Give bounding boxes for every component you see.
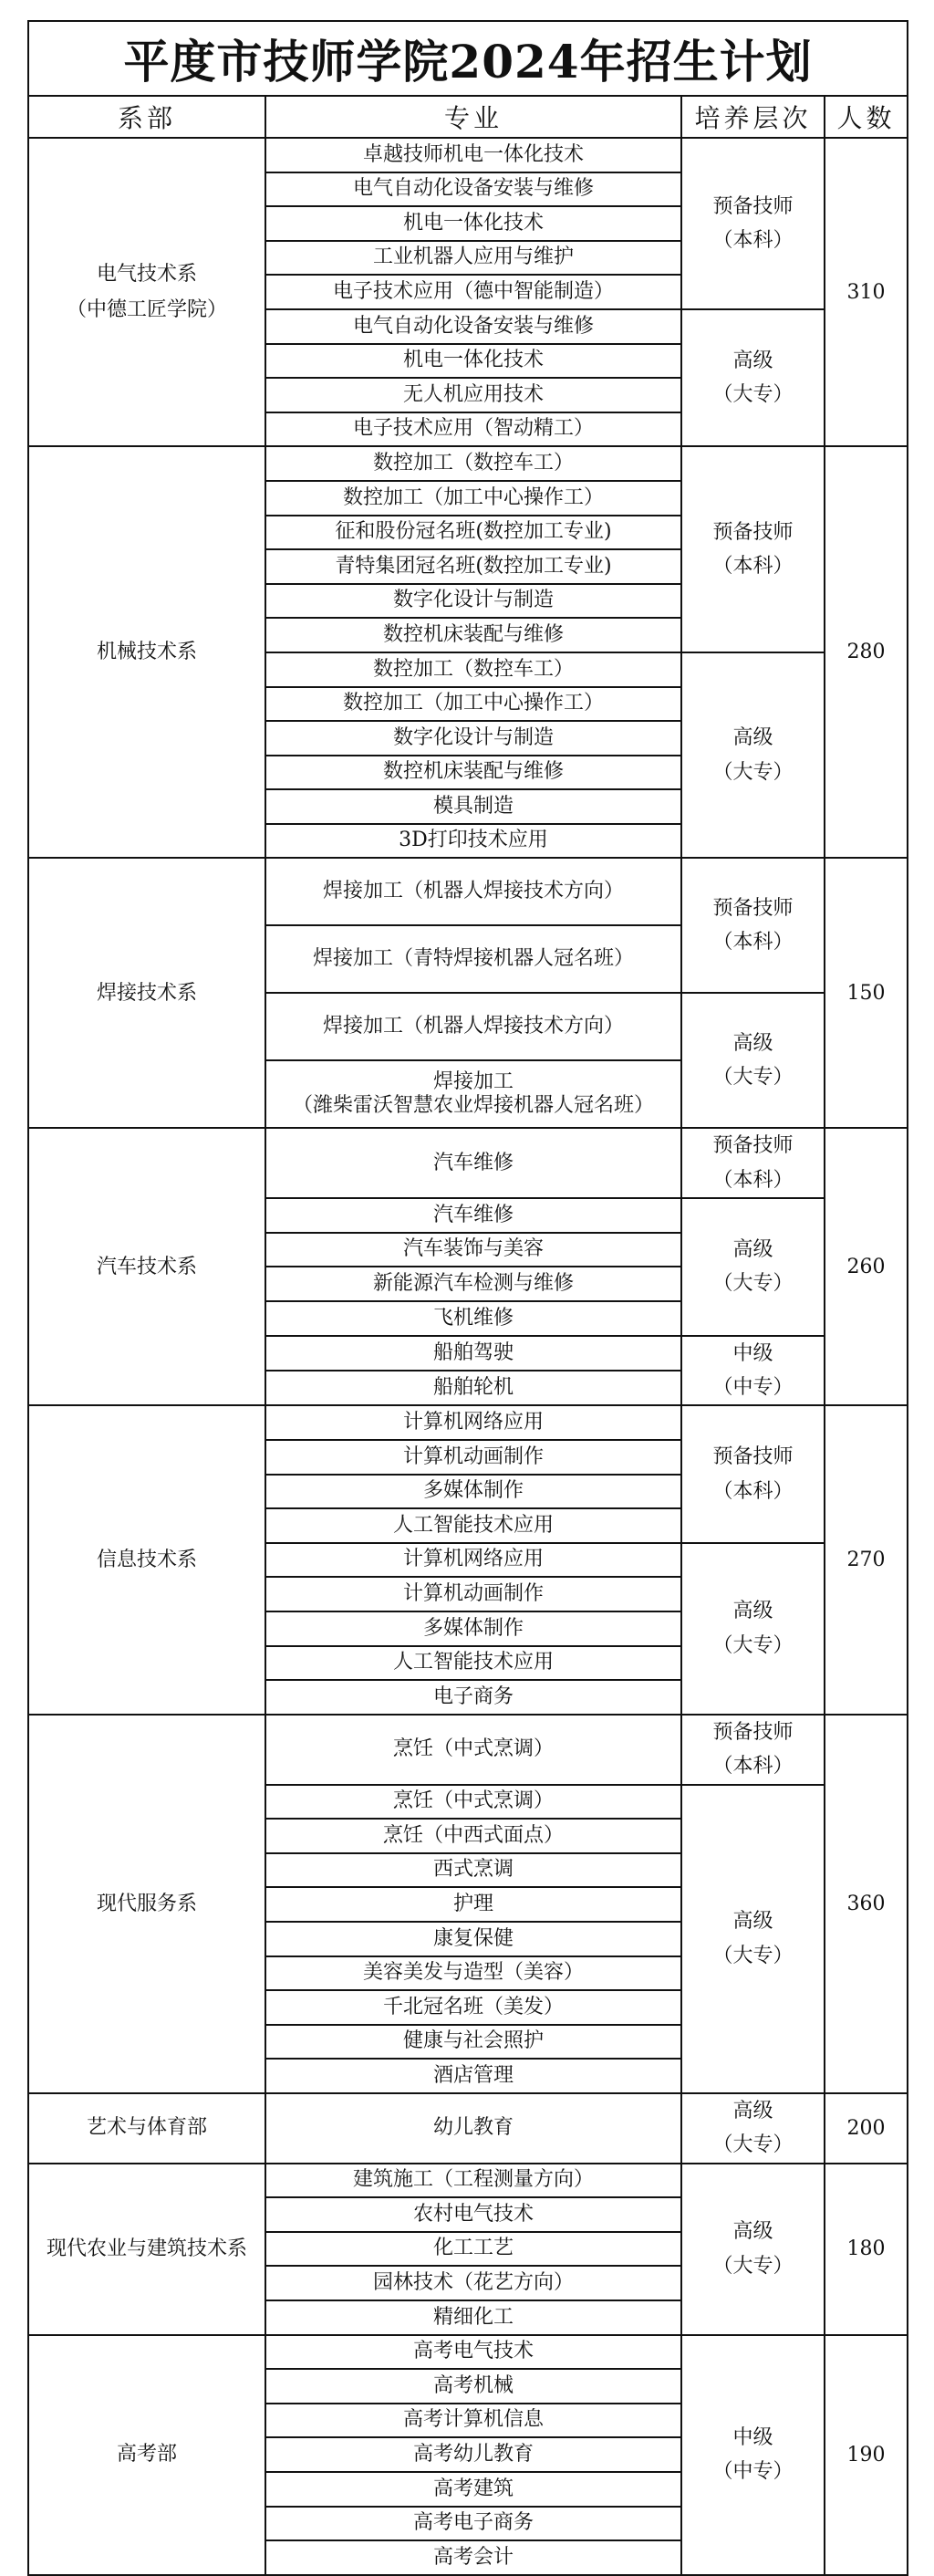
major-name: 船舶驾驶 — [432, 1340, 514, 1364]
header-count: 人数 — [825, 96, 908, 138]
department-name: 机械技术系 — [96, 641, 197, 664]
major-cell — [265, 446, 681, 481]
level-cell — [681, 1543, 825, 1715]
major-cell — [265, 824, 681, 859]
major-name: 多媒体制作 — [422, 1479, 524, 1503]
level-cell — [681, 2335, 825, 2575]
major-name: 3D打印技术应用 — [399, 829, 548, 852]
level-name: 预备技师 — [712, 897, 794, 921]
level-name: 预备技师 — [712, 1134, 794, 1158]
header-level: 培养层次 — [681, 96, 825, 138]
major-cell — [265, 412, 681, 447]
major-cell — [265, 1371, 681, 1405]
major-cell — [265, 1233, 681, 1267]
department-cell — [28, 446, 265, 858]
major-name: 汽车装饰与美容 — [402, 1237, 544, 1261]
level-subname: （中专） — [712, 1376, 794, 1400]
level-subname: （本科） — [712, 1479, 794, 1503]
major-cell — [265, 172, 681, 207]
major-name: 农村电气技术 — [412, 2202, 534, 2226]
major-name: 电子技术应用（德中智能制造） — [332, 279, 614, 303]
department-cell — [28, 1715, 265, 2093]
level-subname: （大专） — [712, 1272, 794, 1296]
major-cell — [265, 1819, 681, 1853]
major-name: 高考会计 — [432, 2545, 514, 2569]
major-name: 机电一体化技术 — [402, 349, 544, 372]
major-cell — [265, 481, 681, 516]
major-name: 机电一体化技术 — [402, 211, 544, 235]
department-name: 汽车技术系 — [96, 1255, 197, 1278]
major-name: 飞机维修 — [432, 1306, 514, 1330]
level-subname: （本科） — [712, 1755, 794, 1778]
level-cell — [681, 1715, 825, 1785]
level-subname: （本科） — [712, 555, 794, 579]
major-cell — [265, 2025, 681, 2060]
major-cell — [265, 1577, 681, 1611]
major-name: 数控机床装配与维修 — [382, 760, 564, 784]
major-cell — [265, 138, 681, 172]
major-name: 无人机应用技术 — [402, 382, 544, 406]
department-subname: （中德工匠学院） — [66, 298, 227, 322]
level-cell — [681, 858, 825, 993]
department-name: 电气技术系 — [96, 262, 197, 286]
level-subname: （中专） — [712, 2460, 794, 2484]
table-row — [28, 1405, 908, 1440]
major-cell — [265, 2266, 681, 2300]
major-cell — [265, 789, 681, 824]
table-row — [28, 1128, 908, 1198]
count-cell: 260 — [825, 1128, 908, 1405]
major-cell — [265, 1475, 681, 1509]
major-cell — [265, 1128, 681, 1198]
level-name: 预备技师 — [712, 194, 794, 218]
major-name: 电子商务 — [432, 1684, 514, 1708]
major-cell — [265, 2404, 681, 2438]
department-cell — [28, 2164, 265, 2335]
major-name: 化工工艺 — [432, 2237, 514, 2260]
major-cell — [265, 1543, 681, 1578]
major-cell — [265, 584, 681, 619]
major-name: 焊接加工（青特焊接机器人冠名班） — [312, 947, 634, 971]
level-name: 中级 — [732, 1341, 773, 1365]
major-name: 焊接加工（机器人焊接技术方向） — [322, 1015, 624, 1038]
major-cell — [265, 2472, 681, 2507]
major-cell — [265, 1336, 681, 1371]
level-cell — [681, 2093, 825, 2164]
department-cell — [28, 1128, 265, 1405]
major-name: 高考计算机信息 — [402, 2408, 544, 2432]
level-subname: （大专） — [712, 1066, 794, 1090]
table-row — [28, 1715, 908, 1785]
count-cell: 270 — [825, 1405, 908, 1714]
table-row — [28, 2335, 908, 2370]
major-name: 汽车维修 — [432, 1203, 514, 1226]
major-name: 电气自动化设备安装与维修 — [352, 314, 594, 338]
major-cell — [265, 378, 681, 412]
level-name: 高级 — [732, 726, 773, 750]
major-cell — [265, 2093, 681, 2164]
major-cell — [265, 1785, 681, 1820]
level-cell — [681, 138, 825, 309]
major-name: 康复保健 — [432, 1926, 514, 1950]
major-name: 高考电子商务 — [412, 2511, 534, 2535]
major-name: 汽车维修 — [432, 1151, 514, 1174]
level-subname: （本科） — [712, 228, 794, 252]
major-cell — [265, 1440, 681, 1475]
level-name: 高级 — [732, 1600, 773, 1623]
department-name: 高考部 — [116, 2443, 177, 2466]
level-cell — [681, 309, 825, 446]
level-cell — [681, 1198, 825, 1335]
major-cell — [265, 1405, 681, 1440]
major-cell — [265, 2540, 681, 2575]
major-name: 烹饪（中西式面点） — [382, 1823, 564, 1847]
major-cell — [265, 858, 681, 925]
major-name: 高考机械 — [432, 2373, 514, 2397]
count-cell: 200 — [825, 2093, 908, 2164]
major-name: 建筑施工（工程测量方向） — [352, 2168, 594, 2192]
major-name: 计算机网络应用 — [402, 1548, 544, 1571]
level-subname: （大专） — [712, 2254, 794, 2278]
department-name: 现代服务系 — [96, 1892, 197, 1915]
count-cell: 180 — [825, 2164, 908, 2335]
table-row — [28, 858, 908, 925]
major-name: 数控加工（加工中心操作工） — [342, 692, 604, 715]
major-cell — [265, 2164, 681, 2198]
level-name: 高级 — [732, 2099, 773, 2122]
major-name: 人工智能技术应用 — [392, 1651, 554, 1674]
major-cell — [265, 1198, 681, 1233]
header-row — [28, 96, 908, 138]
major-name: 电气自动化设备安装与维修 — [352, 177, 594, 201]
major-cell — [265, 1715, 681, 1785]
level-subname: （大专） — [712, 1633, 794, 1657]
major-name: 计算机网络应用 — [402, 1411, 544, 1434]
major-name: 新能源汽车检测与维修 — [372, 1272, 574, 1296]
level-subname: （大专） — [712, 760, 794, 784]
major-name: 数控加工（加工中心操作工） — [342, 485, 604, 509]
level-name: 预备技师 — [712, 1445, 794, 1469]
major-cell — [265, 1301, 681, 1336]
major-name: 烹饪（中式烹调） — [392, 1736, 554, 1760]
major-cell — [265, 1887, 681, 1922]
major-name: 高考电气技术 — [412, 2340, 534, 2363]
major-cell — [265, 1680, 681, 1715]
major-cell — [265, 925, 681, 993]
major-cell — [265, 206, 681, 241]
count-cell: 280 — [825, 446, 908, 858]
department-name: 现代农业与建筑技术系 — [46, 2237, 247, 2260]
major-cell — [265, 309, 681, 344]
major-cell — [265, 1956, 681, 1991]
major-name: 健康与社会照护 — [402, 2029, 544, 2053]
level-name: 预备技师 — [712, 1720, 794, 1744]
major-name: 护理 — [452, 1892, 493, 1915]
major-cell — [265, 241, 681, 276]
level-cell — [681, 2164, 825, 2335]
department-name: 艺术与体育部 — [86, 2116, 207, 2140]
major-name: 数字化设计与制造 — [392, 589, 554, 612]
major-name: 西式烹调 — [432, 1858, 514, 1882]
major-cell — [265, 2507, 681, 2541]
level-subname: （大专） — [712, 1944, 794, 1967]
major-name: 美容美发与造型（美容） — [362, 1961, 584, 1985]
level-name: 中级 — [732, 2425, 773, 2449]
major-cell — [265, 2300, 681, 2335]
level-name: 高级 — [732, 2220, 773, 2244]
level-cell — [681, 993, 825, 1128]
major-cell — [265, 549, 681, 584]
major-name: 精细化工 — [432, 2305, 514, 2329]
major-name: 船舶轮机 — [432, 1376, 514, 1400]
table-row — [28, 2164, 908, 2198]
major-cell — [265, 2335, 681, 2370]
count-cell: 190 — [825, 2335, 908, 2575]
enrollment-plan-table — [27, 20, 908, 2576]
major-cell — [265, 652, 681, 687]
major-name: 模具制造 — [432, 794, 514, 818]
level-cell — [681, 1336, 825, 1406]
department-cell — [28, 138, 265, 446]
major-cell — [265, 1922, 681, 1956]
level-subname: （大专） — [712, 2133, 794, 2157]
major-name: 烹饪（中式烹调） — [392, 1789, 554, 1813]
major-name: 人工智能技术应用 — [392, 1513, 554, 1537]
major-cell — [265, 993, 681, 1060]
major-cell — [265, 2369, 681, 2404]
major-cell — [265, 1990, 681, 2025]
major-name: 工业机器人应用与维护 — [372, 245, 574, 269]
major-cell — [265, 516, 681, 550]
major-cell — [265, 1267, 681, 1301]
page-title: 平度市技师学院2024年招生计划 — [28, 21, 908, 96]
major-cell — [265, 1060, 681, 1128]
level-subname: （大专） — [712, 383, 794, 407]
level-name: 高级 — [732, 1238, 773, 1262]
level-subname: （本科） — [712, 931, 794, 954]
major-name-line: （潍柴雷沃智慧农业焊接机器人冠名班） — [292, 1094, 654, 1118]
department-cell — [28, 2093, 265, 2164]
major-name: 数控加工（数控车工） — [372, 657, 574, 681]
header-major: 专业 — [265, 96, 681, 138]
header-department: 系部 — [28, 96, 265, 138]
level-cell — [681, 1405, 825, 1542]
major-name: 数字化设计与制造 — [392, 725, 554, 749]
major-cell — [265, 2059, 681, 2093]
major-name: 数控加工（数控车工） — [372, 451, 574, 475]
level-cell — [681, 446, 825, 652]
level-name: 预备技师 — [712, 520, 794, 544]
count-cell: 150 — [825, 858, 908, 1128]
level-name: 高级 — [732, 1910, 773, 1934]
major-name: 酒店管理 — [432, 2063, 514, 2087]
level-name: 高级 — [732, 1032, 773, 1056]
count-cell: 360 — [825, 1715, 908, 2093]
department-cell — [28, 2335, 265, 2575]
department-name: 信息技术系 — [96, 1548, 197, 1571]
major-cell — [265, 2197, 681, 2232]
count-cell: 310 — [825, 138, 908, 446]
major-name: 计算机动画制作 — [402, 1444, 544, 1468]
major-name: 焊接加工（机器人焊接技术方向） — [322, 880, 624, 903]
major-name: 电子技术应用（智动精工） — [352, 417, 594, 441]
enrollment-plan-sheet — [27, 20, 907, 2569]
level-cell — [681, 1785, 825, 2093]
major-cell — [265, 687, 681, 722]
major-cell — [265, 721, 681, 756]
table-row — [28, 446, 908, 481]
major-cell — [265, 1611, 681, 1646]
major-cell — [265, 1646, 681, 1681]
major-name: 卓越技师机电一体化技术 — [362, 142, 584, 166]
level-name: 高级 — [732, 349, 773, 372]
major-name: 多媒体制作 — [422, 1616, 524, 1640]
major-name: 高考幼儿教育 — [412, 2443, 534, 2466]
major-name: 幼儿教育 — [432, 2116, 514, 2140]
table-row — [28, 138, 908, 172]
major-cell — [265, 618, 681, 652]
major-cell — [265, 756, 681, 790]
level-cell — [681, 652, 825, 859]
major-cell — [265, 1508, 681, 1543]
table-row — [28, 2093, 908, 2164]
major-cell — [265, 344, 681, 379]
level-subname: （本科） — [712, 1168, 794, 1192]
major-name: 数控机床装配与维修 — [382, 622, 564, 646]
department-cell — [28, 1405, 265, 1714]
major-name: 青特集团冠名班(数控加工专业) — [335, 554, 612, 578]
major-cell — [265, 1853, 681, 1888]
department-cell — [28, 858, 265, 1128]
major-name: 计算机动画制作 — [402, 1581, 544, 1605]
major-cell — [265, 2437, 681, 2472]
major-name: 千北冠名班（美发） — [382, 1995, 564, 2018]
major-name: 园林技术（花艺方向） — [372, 2271, 574, 2295]
major-name: 征和股份冠名班(数控加工专业) — [335, 520, 612, 544]
department-name: 焊接技术系 — [96, 981, 197, 1005]
major-cell — [265, 275, 681, 309]
major-cell — [265, 2232, 681, 2267]
level-cell — [681, 1128, 825, 1198]
major-name: 高考建筑 — [432, 2477, 514, 2500]
title-row — [28, 21, 908, 96]
major-name-line: 焊接加工 — [432, 1070, 514, 1094]
